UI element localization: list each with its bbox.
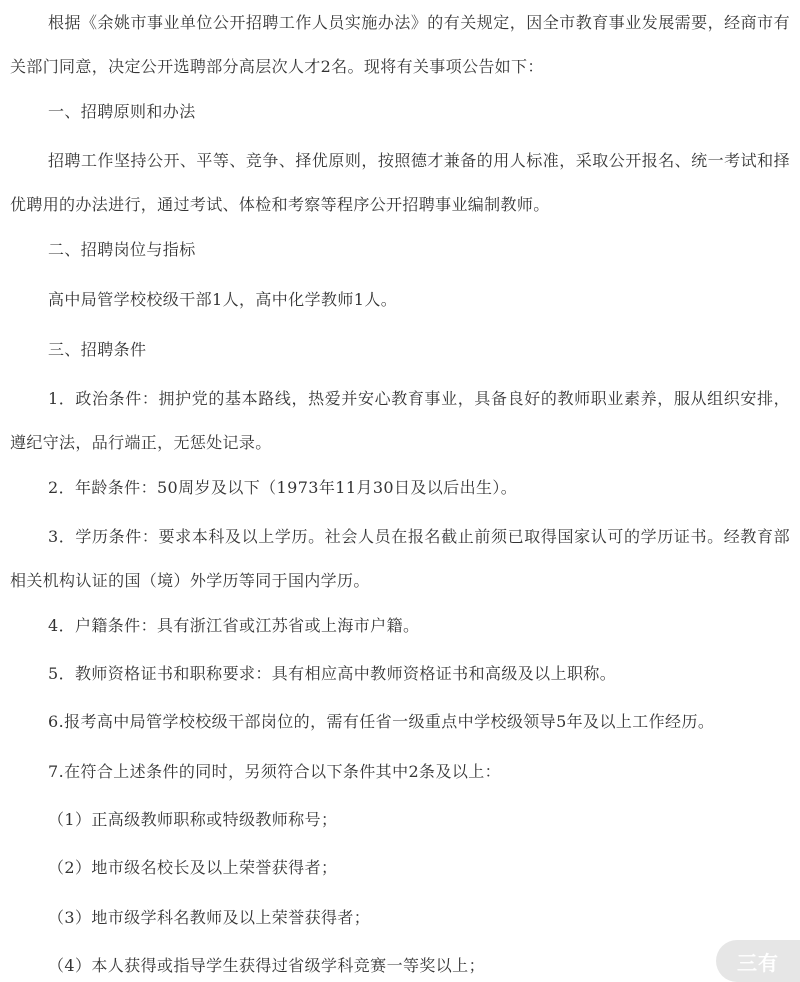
section-heading-conditions: 三、招聘条件 <box>48 340 147 359</box>
condition-certificate: 5．教师资格证书和职称要求：具有相应高中教师资格证书和高级及以上职称。 <box>48 664 617 683</box>
condition-experience: 6.报考高中局管学校校级干部岗位的，需有任省一级重点中学校级领导5年及以上工作经历。 <box>48 712 715 731</box>
floating-badge-button[interactable] <box>716 940 800 982</box>
condition-education: 3．学历条件：要求本科及以上学历。社会人员在报名截止前须已取得国家认可的学历证书。经教育部相关机构认证的国（境）外学历等同于国内学历。 <box>10 527 790 590</box>
sub-condition-1: （1）正高级教师职称或特级教师称号； <box>48 810 338 829</box>
condition-residence: 4．户籍条件：具有浙江省或江苏省或上海市户籍。 <box>48 616 420 635</box>
condition-political: 1．政治条件：拥护党的基本路线，热爱并安心教育事业，具备良好的教师职业素养，服从组织安排，遵纪守法，品行端正，无惩处记录。 <box>10 389 790 452</box>
section-heading-positions: 二、招聘岗位与指标 <box>48 240 196 259</box>
positions-paragraph: 高中局管学校校级干部1人，高中化学教师1人。 <box>48 290 398 309</box>
badge-label: 三有 <box>737 950 779 975</box>
section-heading-principles: 一、招聘原则和办法 <box>48 102 196 121</box>
sub-condition-2: （2）地市级名校长及以上荣誉获得者； <box>48 858 338 877</box>
condition-age: 2．年龄条件：50周岁及以下（1973年11月30日及以后出生）。 <box>48 478 518 497</box>
sub-condition-3: （3）地市级学科名教师及以上荣誉获得者； <box>48 908 371 927</box>
condition-additional: 7.在符合上述条件的同时，另须符合以下条件其中2条及以上： <box>48 762 502 781</box>
principles-paragraph: 招聘工作坚持公开、平等、竞争、择优原则，按照德才兼备的用人标准，采取公开报名、统一考试和择优聘用的办法进行，通过考试、体检和考察等程序公开招聘事业编制教师。 <box>10 151 790 214</box>
sub-condition-4: （4）本人获得或指导学生获得过省级学科竞赛一等奖以上； <box>48 956 485 975</box>
intro-paragraph: 根据《余姚市事业单位公开招聘工作人员实施办法》的有关规定，因全市教育事业发展需要，经商市有关部门同意，决定公开选聘部分高层次人才2名。现将有关事项公告如下： <box>10 13 790 76</box>
